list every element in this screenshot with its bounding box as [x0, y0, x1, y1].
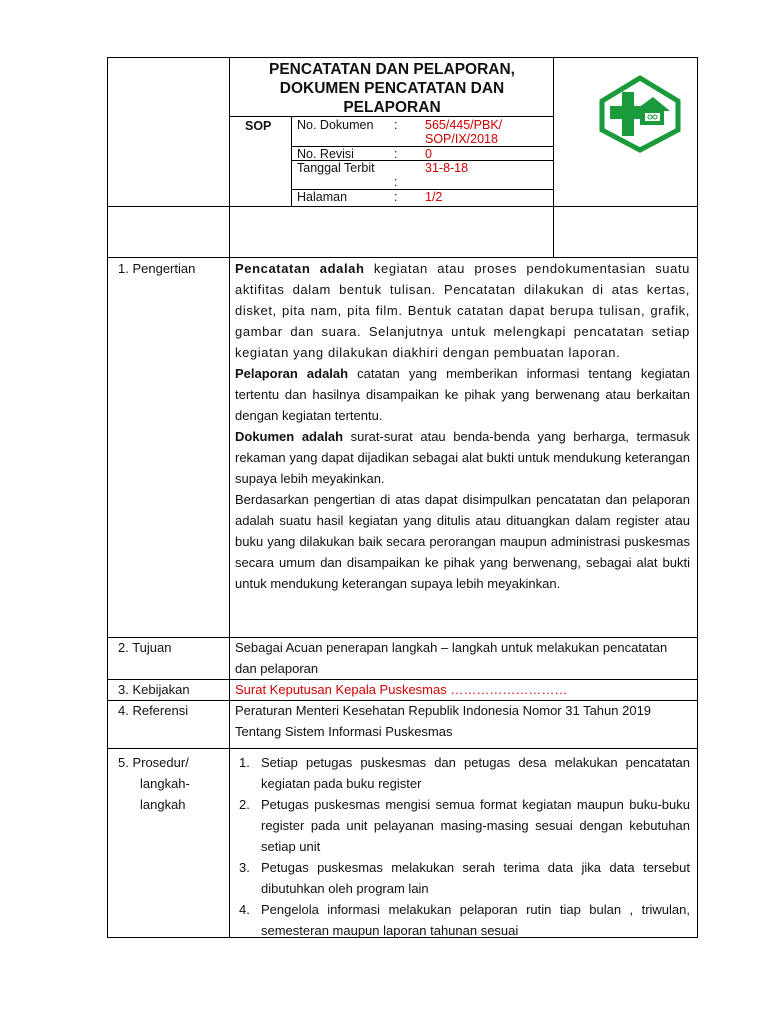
step-text: Petugas puskesmas melakukan serah terima data jika data tersebut dibutuhkan oleh program lain: [261, 860, 690, 896]
step-item: [235, 794, 690, 857]
step-number: 2.: [239, 797, 250, 812]
sop-label: SOP: [245, 119, 272, 133]
prosedur-label-line2: langkah-: [140, 776, 190, 791]
step-text: Petugas puskesmas mengisi semua format kegiatan maupun buku-buku register pada unit pelayanan masing-masing sesuai dengan kebutuhan setiap unit: [261, 797, 690, 854]
pelaporan-definition: catatan yang memberikan informasi tentang kegiatan tertentu dan hasilnya disampaikan ke pihak yang berwenang atau berkaitan dengan kegiatan tertentu.: [235, 366, 690, 423]
no-revisi-label: No. Revisi: [297, 147, 354, 161]
kesimpulan-paragraph: Berdasarkan pengertian di atas dapat disimpulkan pencatatan dan pelaporan adalah suatu hasil kegiatan yang ditulis atau dituangkan dalam register atau buku yang dilakukan baik secara perorangan maupun administrasi puskesmas secara umum dan disampaikan ke pihak yang berwenang, sebagai alat bukti untuk mendukung keterangan supaya lebih meyakinkan.: [235, 492, 690, 591]
referensi-text: Peraturan Menteri Kesehatan Republik Indonesia Nomor 31 Tahun 2019 Tentang Sistem Informasi Puskesmas: [235, 703, 652, 739]
pengertian-label: 1. Pengertian: [118, 261, 196, 276]
tanggal-terbit-colon: :: [394, 175, 398, 189]
tanggal-terbit-value: 31-8-18: [425, 161, 469, 175]
halaman-label: Halaman: [297, 190, 348, 204]
prosedur-steps: [235, 752, 690, 941]
pencatatan-term: Pencatatan adalah: [235, 261, 365, 276]
no-revisi-colon: :: [394, 147, 398, 161]
pelaporan-term: Pelaporan adalah: [235, 366, 349, 381]
tanggal-terbit-label: Tanggal Terbit: [297, 161, 375, 175]
tujuan-text: Sebagai Acuan penerapan langkah – langkah untuk melakukan pencatatan dan pelaporan: [235, 640, 668, 676]
kebijakan-text: Surat Keputusan Kepala Puskesmas ………………………: [235, 682, 568, 697]
prosedur-label-line3: langkah: [140, 797, 186, 812]
step-item: [235, 857, 690, 899]
no-dokumen-label: No. Dokumen: [297, 118, 374, 132]
step-item: [235, 899, 690, 941]
document-title: PENCATATAN DAN PELAPORAN, DOKUMEN PENCATATAN DAN PELAPORAN: [269, 61, 515, 116]
halaman-colon: :: [394, 190, 398, 204]
step-text: Pengelola informasi melakukan pelaporan rutin tiap bulan , triwulan, semesteran maupun laporan tahunan sesuai: [261, 902, 690, 938]
prosedur-label-line1: 5. Prosedur/: [118, 755, 189, 770]
step-number: 4.: [239, 902, 250, 917]
kebijakan-label: 3. Kebijakan: [118, 682, 190, 697]
no-dokumen-value: 565/445/PBK/ SOP/IX/2018: [425, 118, 503, 146]
step-text: Setiap petugas puskesmas dan petugas desa melakukan pencatatan kegiatan pada buku register: [261, 755, 690, 791]
step-number: 1.: [239, 755, 250, 770]
dokumen-term: Dokumen adalah: [235, 429, 344, 444]
puskesmas-logo-icon: [598, 75, 682, 153]
pengertian-body: [235, 258, 690, 594]
tujuan-label: 2. Tujuan: [118, 640, 172, 655]
step-item: [235, 752, 690, 794]
referensi-label: 4. Referensi: [118, 703, 189, 718]
halaman-value: 1/2: [425, 190, 443, 204]
step-number: 3.: [239, 860, 250, 875]
pencatatan-definition: kegiatan atau proses pendokumentasian suatu aktifitas dalam bentuk tulisan. Pencatatan dilakukan di atas kertas, disket, pita nam, pita film. Bentuk catatan dapat berupa tulisan, grafik, gambar dan suara. Selanjutnya untuk melengkapi pencatatan setiap kegiatan yang dilakukan diakhiri dengan pembuatan laporan.: [235, 261, 690, 360]
no-dokumen-colon: :: [394, 118, 398, 132]
no-revisi-value: 0: [425, 147, 432, 161]
dokumen-definition: surat-surat atau benda-benda yang berharga, termasuk rekaman yang dapat dijadikan sebagai alat bukti untuk mendukung keterangan supaya lebih meyakinkan.: [235, 429, 690, 486]
